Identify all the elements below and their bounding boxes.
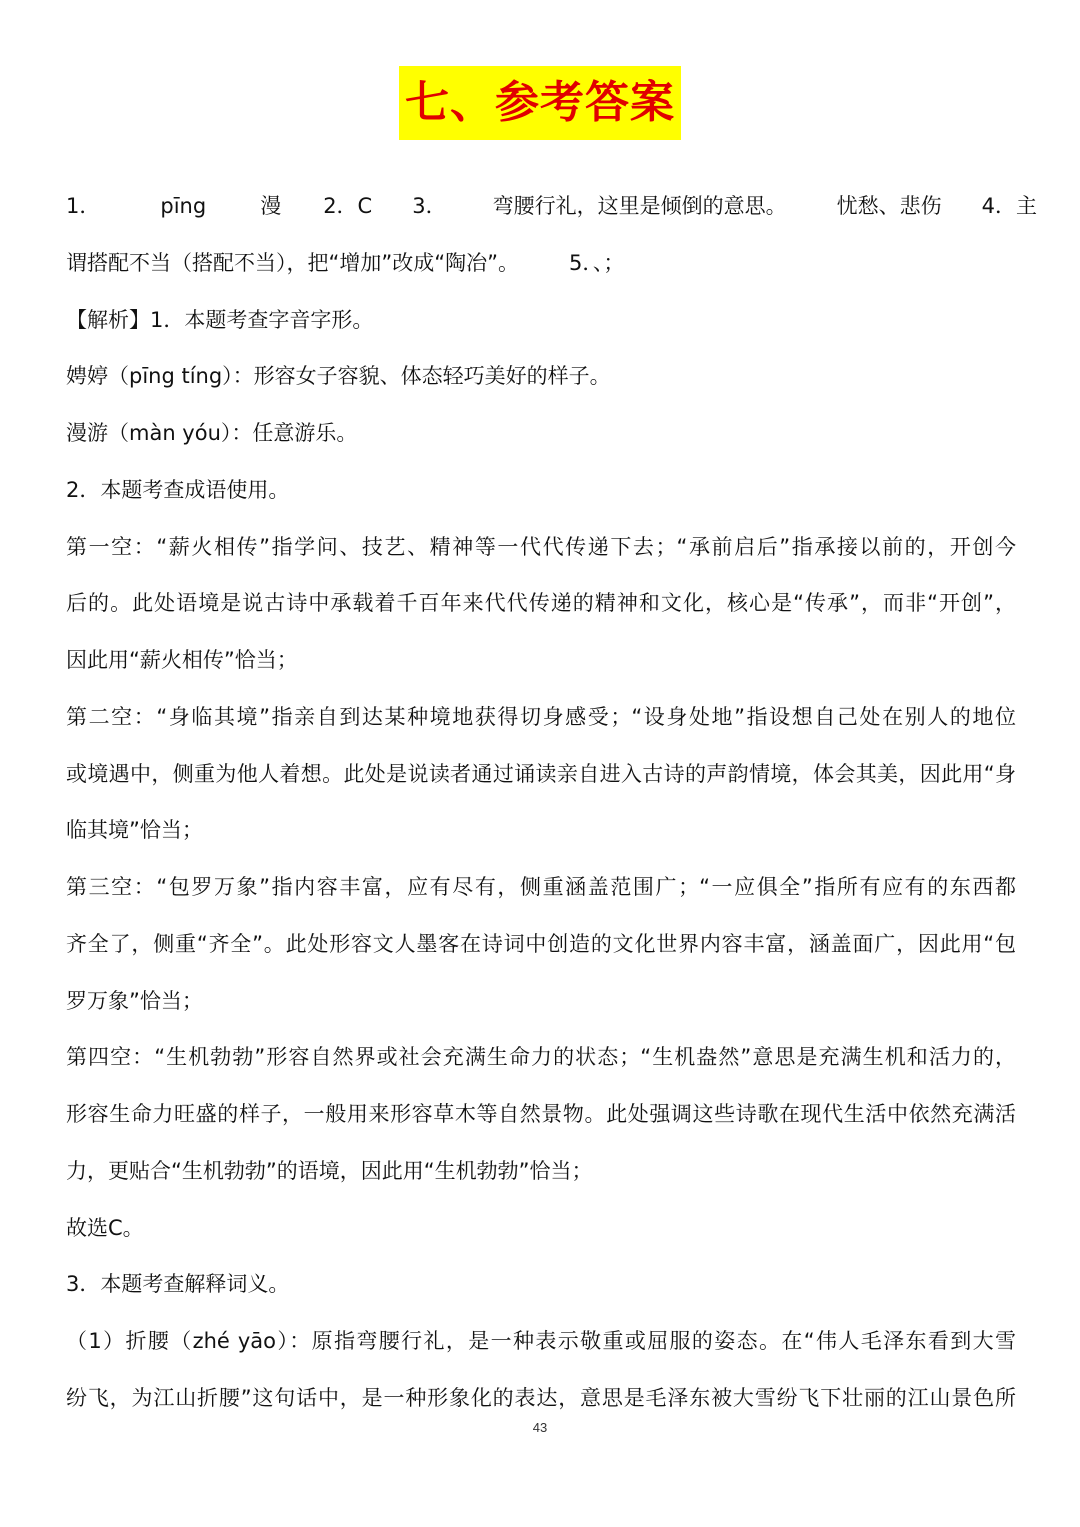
answer-line-2 — [66, 235, 1016, 292]
answer-3-text: 弯腰行礼，这里是倾倒的意思。 — [492, 194, 787, 218]
page-title: 七、参考答案 — [399, 66, 681, 140]
analysis-line: 故选C。 — [66, 1215, 144, 1240]
answer-1-character: 漫 — [260, 194, 282, 218]
answer-1-number: 1． — [66, 194, 101, 218]
answer-content — [66, 178, 1037, 1427]
analysis-line: 临其境”恰当； — [66, 818, 203, 843]
analysis-line: 后的。此处语境是说古诗中承载着千百年来代代传递的精神和文化，核心是“传承”，而非“开创”， — [66, 591, 1016, 616]
analysis-line: 形容生命力旺盛的样子，一般用来形容草木等自然景物。此处强调这些诗歌在现代生活中依然充满活 — [66, 1102, 1016, 1126]
analysis-line: 纷飞，为江山折腰”这句话中，是一种形象化的表达，意思是毛泽东被大雪纷飞下壮丽的江山景色所 — [66, 1385, 1016, 1410]
page-number: 43 — [532, 1420, 548, 1435]
analysis-line: 因此用“薪火相传”恰当； — [66, 648, 298, 672]
analysis-line: 齐全了，侧重“齐全”。此处形容文人墨客在诗词中创造的文化世界内容丰富，涵盖面广，因此用“包 — [66, 931, 1016, 956]
answer-2: 2．C — [323, 194, 373, 218]
analysis-line: 漫游（màn yóu）：任意游乐。 — [66, 421, 358, 445]
analysis-line: 第三空：“包罗万象”指内容丰富，应有尽有，侧重涵盖范围广；“一应俱全”指所有应有的东西都 — [66, 875, 1016, 899]
analysis-line: （1）折腰（zhé yāo）：原指弯腰行礼，是一种表示敬重或屈服的姿态。在“伟人毛泽东看到大雪 — [66, 1329, 1016, 1353]
title-block — [0, 66, 1080, 140]
analysis-line: 2．本题考查成语使用。 — [66, 477, 290, 502]
analysis-line: 【解析】1．本题考查字音字形。 — [66, 307, 374, 332]
analysis-line: 罗万象”恰当； — [66, 988, 203, 1013]
analysis-line: 3．本题考查解释词义。 — [66, 1272, 290, 1297]
analysis-line: 第四空：“生机勃勃”形容自然界或社会充满生命力的状态；“生机盎然”意思是充满生机和活力的， — [66, 1045, 1016, 1070]
answer-line-1 — [66, 178, 1037, 235]
answer-4-text: 谓搭配不当（搭配不当），把“增加”改成“陶冶”。 — [66, 250, 520, 275]
analysis-line: 力，更贴合“生机勃勃”的语境，因此用“生机勃勃”恰当； — [66, 1158, 593, 1183]
analysis-line: 第二空：“身临其境”指亲自到达某种境地获得切身感受；“设身处地”指设想自己处在别人的地位 — [66, 704, 1016, 729]
answer-3-text-2: 忧愁、悲伤 — [836, 194, 942, 218]
answer-1-pinyin: pīng — [160, 194, 207, 218]
answer-4-number: 4．主 — [981, 194, 1037, 218]
answer-5: 5．、； — [569, 250, 625, 275]
analysis-line: 或境遇中，侧重为他人着想。此处是说读者通过诵读亲自进入古诗的声韵情境，体会其美，因此用“身 — [66, 761, 1016, 786]
analysis-line: 第一空：“薪火相传”指学问、技艺、精神等一代代传递下去；“承前启后”指承接以前的，开创今 — [66, 534, 1016, 559]
answer-3-number: 3． — [412, 194, 447, 218]
analysis-line: 娉婷（pīng tíng）：形容女子容貌、体态轻巧美好的样子。 — [66, 364, 611, 389]
